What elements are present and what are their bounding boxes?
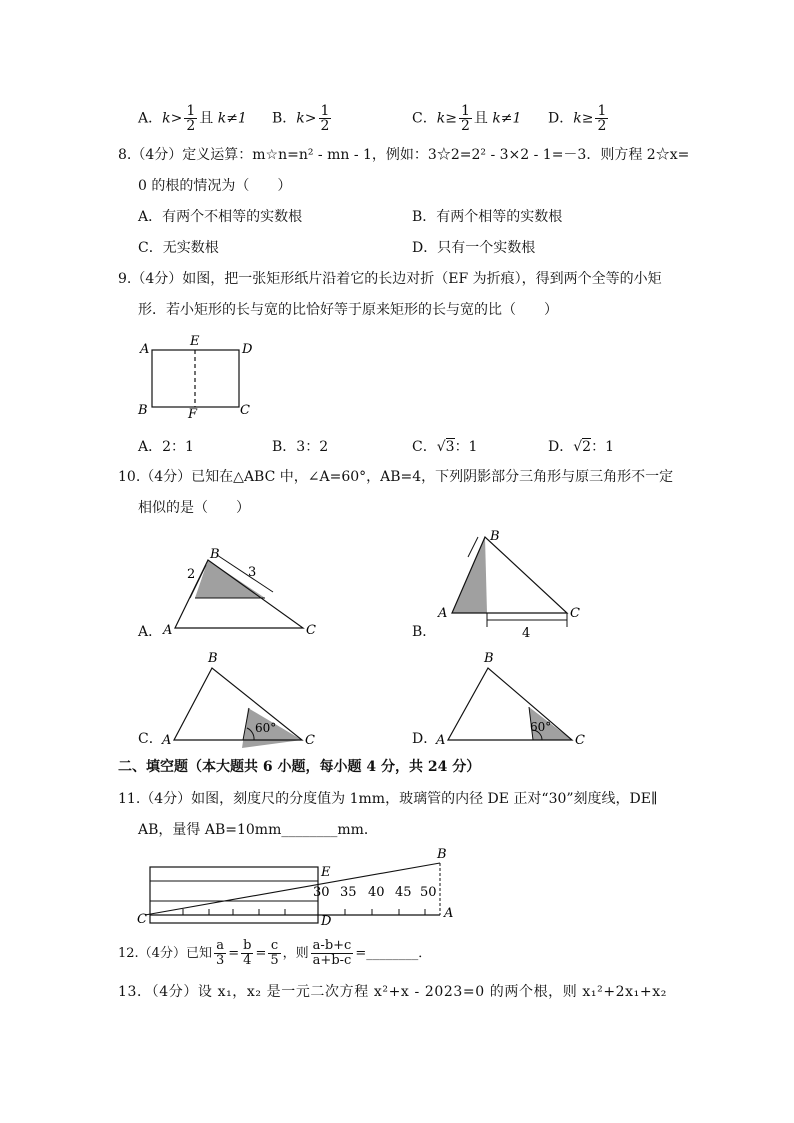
- label-c: C: [306, 623, 316, 638]
- label-a: A: [436, 733, 446, 748]
- fraction-a-3: $\frac{a}{3}$: [215, 938, 225, 968]
- sqrt-sign: √: [436, 439, 446, 455]
- q10-figure-b: [430, 525, 590, 645]
- q7-c-fraction: $\frac{1}{2}$: [460, 103, 470, 134]
- ruler-ticks: [183, 909, 425, 915]
- q10-figure-a: [160, 540, 325, 640]
- q8-option-c: C．无实数根: [138, 240, 219, 256]
- label-d: D: [321, 914, 332, 927]
- tick-label: 35: [340, 885, 357, 900]
- label-a: A: [140, 342, 150, 357]
- q9-option-c: C．√3：1: [412, 439, 478, 455]
- length-4: 4: [522, 626, 531, 641]
- label-c: C: [240, 403, 250, 418]
- q9-option-a: A．2：1: [138, 439, 194, 455]
- label-f: F: [188, 407, 198, 422]
- q10-line2: 相似的是（ ）: [138, 500, 250, 516]
- q10-option-c-label: C．: [138, 731, 163, 747]
- tick-label: 30: [313, 885, 330, 900]
- q8-line2: 0 的根的情况为（ ）: [138, 178, 292, 194]
- label-c: C: [137, 912, 147, 927]
- q9-line2: 形．若小矩形的长与宽的比恰好等于原来矩形的长与宽的比（ ）: [138, 302, 558, 318]
- q7-b-fraction: $\frac{1}{2}$: [320, 103, 330, 134]
- length-2: 2: [187, 567, 196, 582]
- tick-label: 45: [395, 885, 412, 900]
- label-b: B: [138, 403, 148, 418]
- angle-label: 60°: [530, 720, 552, 734]
- q11-line2: AB，量得 AB=10mm________mm．: [138, 822, 378, 838]
- label-d: D: [242, 342, 253, 357]
- q8-option-a: A．有两个不相等的实数根: [138, 209, 303, 225]
- q11-ruler-figure: [135, 845, 465, 927]
- q13-line: 13．（4分）设 x₁，x₂ 是一元二次方程 x²+x - 2023=0 的两个根，则 x₁²+2x₁+x₂: [118, 984, 667, 1000]
- label-a: A: [163, 623, 173, 638]
- label-c: C: [305, 733, 315, 748]
- q11-line1: 11.（4分）如图，刻度尺的分度值为 1mm，玻璃管的内径 DE 正对“30”刻度线，DE∥: [118, 791, 658, 807]
- label-a: A: [162, 733, 172, 748]
- q10-line1: 10.（4分）已知在△ABC 中，∠A=60°，AB=4，下列阴影部分三角形与原三角形不一定: [118, 469, 674, 485]
- q9-rectangle-figure: [130, 330, 270, 422]
- q10-figure-d: [430, 648, 595, 748]
- q7-option-a: A．k> $\frac{1}{2}$ 且 k≠1: [138, 103, 247, 134]
- label-b: B: [210, 547, 220, 562]
- fraction-c-5: $\frac{c}{5}$: [270, 938, 279, 968]
- label-c: C: [575, 733, 585, 748]
- label-b: B: [490, 529, 500, 544]
- q7-option-c: C．k≥ $\frac{1}{2}$ 且 k≠1: [412, 103, 522, 134]
- q7-option-b: B．k> $\frac{1}{2}$: [272, 103, 330, 134]
- label-b: B: [208, 651, 218, 666]
- sqrt-sign: √: [573, 439, 583, 455]
- fraction-expression: $\frac{a-b+c}{a+b-c}$: [312, 938, 352, 968]
- q12-line: 12.（4分）已知 $\frac{a}{3}$ = $\frac{b}{4}$ = $\frac{c}{5}$ ，则 $\frac{a-b+c}{a+b-c}$ =________．: [118, 938, 432, 968]
- q8-option-b: B．有两个相等的实数根: [412, 209, 563, 225]
- q10-option-a-label: A．: [138, 624, 163, 640]
- length-3: 3: [248, 565, 257, 580]
- label-b: B: [484, 651, 494, 666]
- q9-option-d: D．√2：1: [548, 439, 614, 455]
- q10-option-b-label: B．: [412, 624, 437, 640]
- angle-label: 60°: [255, 721, 277, 735]
- q9-option-b: B．3：2: [272, 439, 329, 455]
- label-a: A: [438, 606, 448, 621]
- q7-option-d: D．k≥ $\frac{1}{2}$: [548, 103, 607, 134]
- q7-a-fraction: $\frac{1}{2}$: [186, 103, 196, 134]
- label-c: C: [570, 606, 580, 621]
- label-a: A: [444, 906, 454, 921]
- q10-option-d-label: D．: [412, 731, 438, 747]
- tick-label: 50: [420, 885, 437, 900]
- q8-option-d: D．只有一个实数根: [412, 240, 536, 256]
- q10-figure-c: [160, 648, 325, 748]
- q7-d-fraction: $\frac{1}{2}$: [597, 103, 607, 134]
- label-b: B: [437, 847, 447, 862]
- fraction-b-4: $\frac{b}{4}$: [243, 938, 252, 968]
- dim-arrow: [468, 537, 478, 557]
- section-heading: 二、填空题（本大题共 6 小题，每小题 4 分，共 24 分）: [118, 759, 481, 775]
- label-e: E: [321, 865, 331, 880]
- q9-line1: 9.（4分）如图，把一张矩形纸片沿着它的长边对折（EF 为折痕），得到两个全等的小矩: [118, 271, 662, 287]
- label-e: E: [190, 334, 200, 349]
- q8-line1: 8.（4分）定义运算：m☆n=n² - mn - 1，例如：3☆2=2² - 3×2 - 1=－3．则方程 2☆x=: [118, 147, 690, 163]
- tick-label: 40: [368, 885, 385, 900]
